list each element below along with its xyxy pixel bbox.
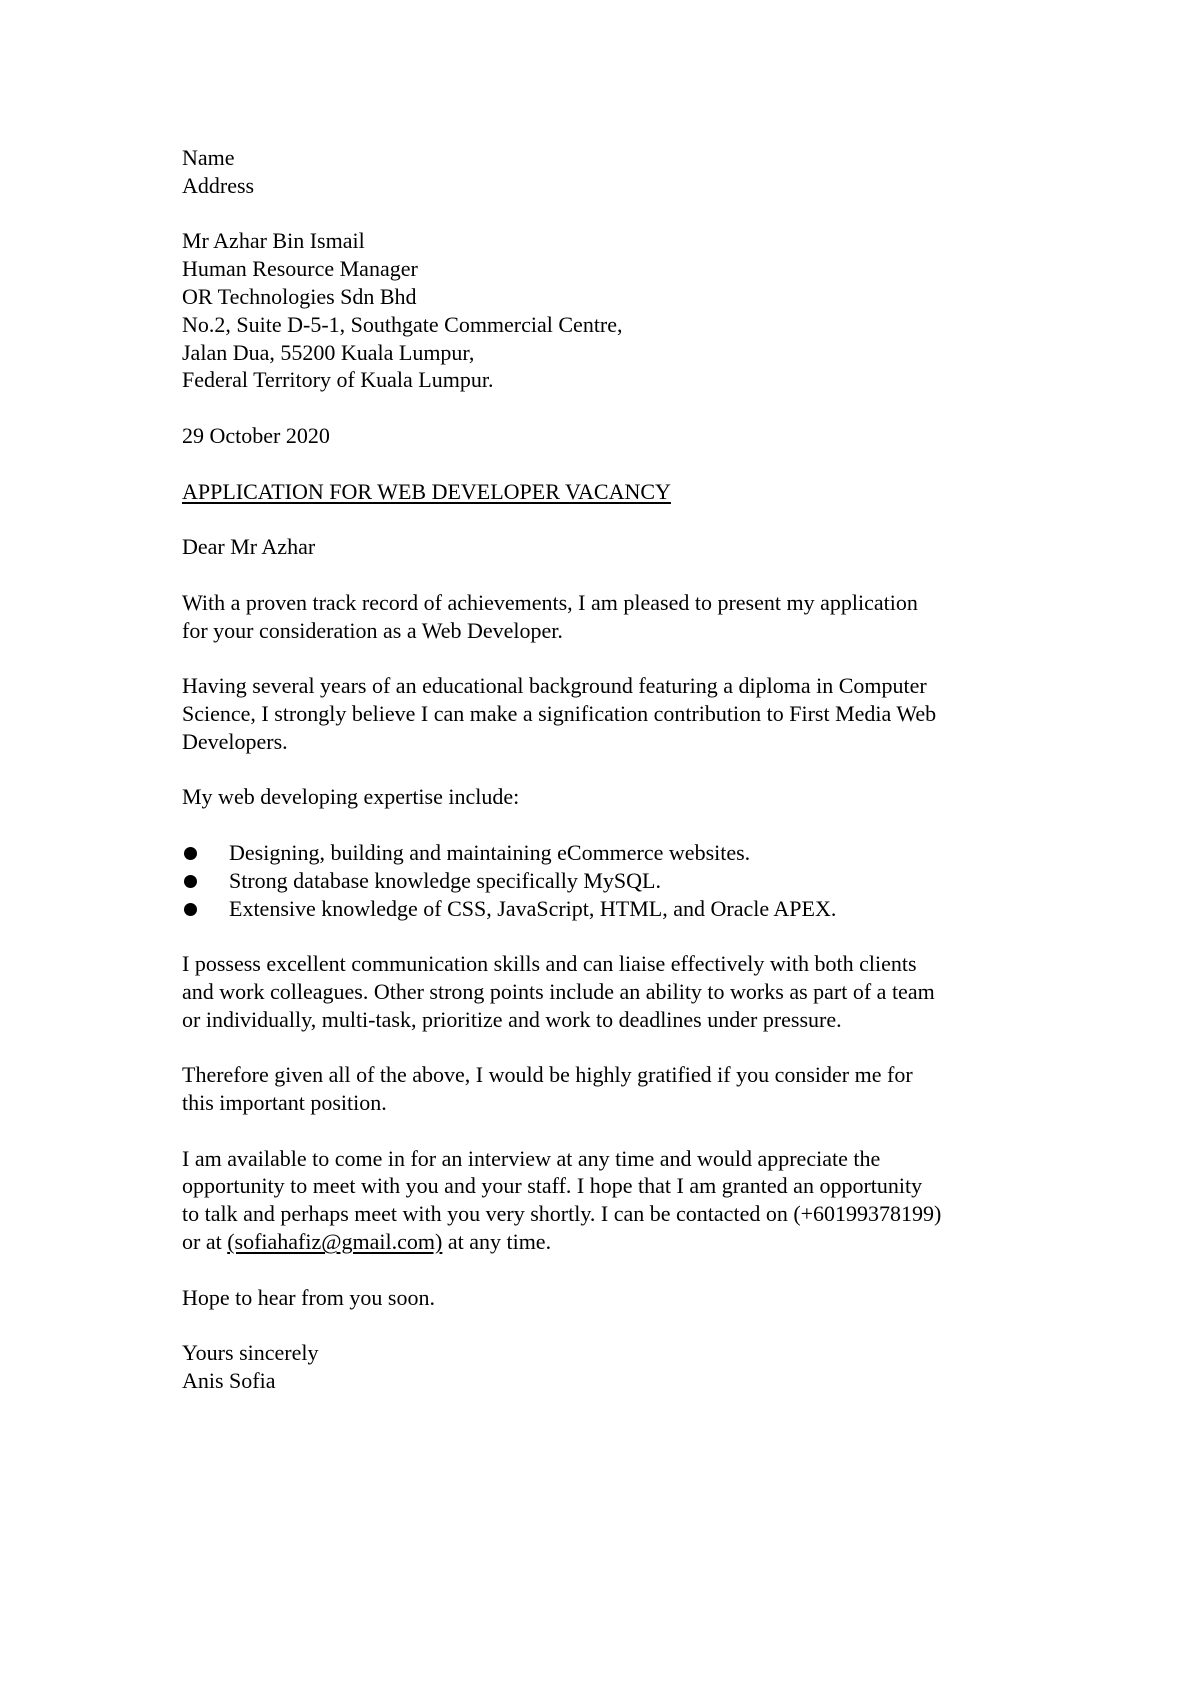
paragraph-line: opportunity to meet with you and your staff. I hope that I am granted an opportunity: [182, 1173, 923, 1199]
list-item-text: Strong database knowledge specifically MySQL.: [229, 867, 661, 893]
paragraph-line: and work colleagues. Other strong points include an ability to works as part of a team: [182, 978, 935, 1004]
paragraph-intro: [182, 589, 1042, 645]
list-item: [182, 867, 1042, 895]
paragraph-skills: [182, 950, 1042, 1033]
paragraph-line: I am available to come in for an interview at any time and would appreciate the: [182, 1145, 881, 1171]
paragraph-line: or individually, multi-task, prioritize and work to deadlines under pressure.: [182, 1006, 842, 1032]
recipient-company: OR Technologies Sdn Bhd: [182, 283, 417, 309]
paragraph-closing: [182, 1284, 1042, 1312]
email-link[interactable]: (sofiahafiz@gmail.com): [227, 1229, 443, 1255]
paragraph-conclusion: [182, 1061, 1042, 1117]
cover-letter: [182, 144, 1042, 1423]
paragraph-line: Hope to hear from you soon.: [182, 1284, 435, 1310]
paragraph-line: Science, I strongly believe I can make a signification contribution to First Media Web: [182, 700, 937, 726]
contact-prefix: or at: [182, 1229, 228, 1255]
sender-address: Address: [182, 172, 255, 198]
recipient-address-line: No.2, Suite D-5-1, Southgate Commercial Centre,: [182, 311, 623, 337]
paragraph-line: Developers.: [182, 728, 288, 754]
list-item: [182, 839, 1042, 867]
subject-line: [182, 478, 1042, 506]
sender-name: Name: [182, 145, 235, 170]
recipient-address-line: Federal Territory of Kuala Lumpur.: [182, 367, 494, 393]
paragraph-background: [182, 672, 1042, 755]
paragraph-line: With a proven track record of achievements, I am pleased to present my application: [182, 589, 918, 615]
expertise-list: [182, 839, 1042, 922]
bullet-icon: [184, 903, 197, 916]
list-item: [182, 895, 1042, 923]
paragraph-line: [182, 1228, 1042, 1256]
list-item-text: Extensive knowledge of CSS, JavaScript, HTML, and Oracle APEX.: [229, 895, 837, 921]
salutation-text: Dear Mr Azhar: [182, 534, 316, 560]
salutation: [182, 533, 1042, 561]
sender-block: [182, 144, 1042, 200]
paragraph-line: My web developing expertise include:: [182, 784, 520, 810]
paragraph-availability: [182, 1145, 1042, 1256]
signoff-closing: Yours sincerely: [182, 1340, 319, 1366]
letter-date: [182, 422, 1042, 450]
paragraph-line: this important position.: [182, 1090, 387, 1116]
subject-text: APPLICATION FOR WEB DEVELOPER VACANCY: [182, 478, 671, 504]
paragraph-line: for your consideration as a Web Developer.: [182, 617, 563, 643]
bullet-icon: [184, 875, 197, 888]
bullet-icon: [184, 847, 197, 860]
paragraph-line: to talk and perhaps meet with you very shortly. I can be contacted on (+60199378199): [182, 1201, 942, 1227]
contact-suffix: at any time.: [442, 1229, 552, 1255]
signoff-name: Anis Sofia: [182, 1368, 276, 1394]
recipient-address-line: Jalan Dua, 55200 Kuala Lumpur,: [182, 339, 475, 365]
recipient-block: [182, 227, 1042, 394]
recipient-name: Mr Azhar Bin Ismail: [182, 228, 365, 254]
paragraph-expertise-intro: [182, 783, 1042, 811]
paragraph-line: Therefore given all of the above, I would be highly gratified if you consider me for: [182, 1062, 913, 1088]
list-item-text: Designing, building and maintaining eCommerce websites.: [229, 839, 751, 865]
date-text: 29 October 2020: [182, 422, 330, 448]
paragraph-line: Having several years of an educational background featuring a diploma in Computer: [182, 673, 927, 699]
paragraph-line: I possess excellent communication skills and can liaise effectively with both clients: [182, 951, 917, 977]
recipient-title: Human Resource Manager: [182, 256, 418, 282]
signoff-block: [182, 1339, 1042, 1395]
